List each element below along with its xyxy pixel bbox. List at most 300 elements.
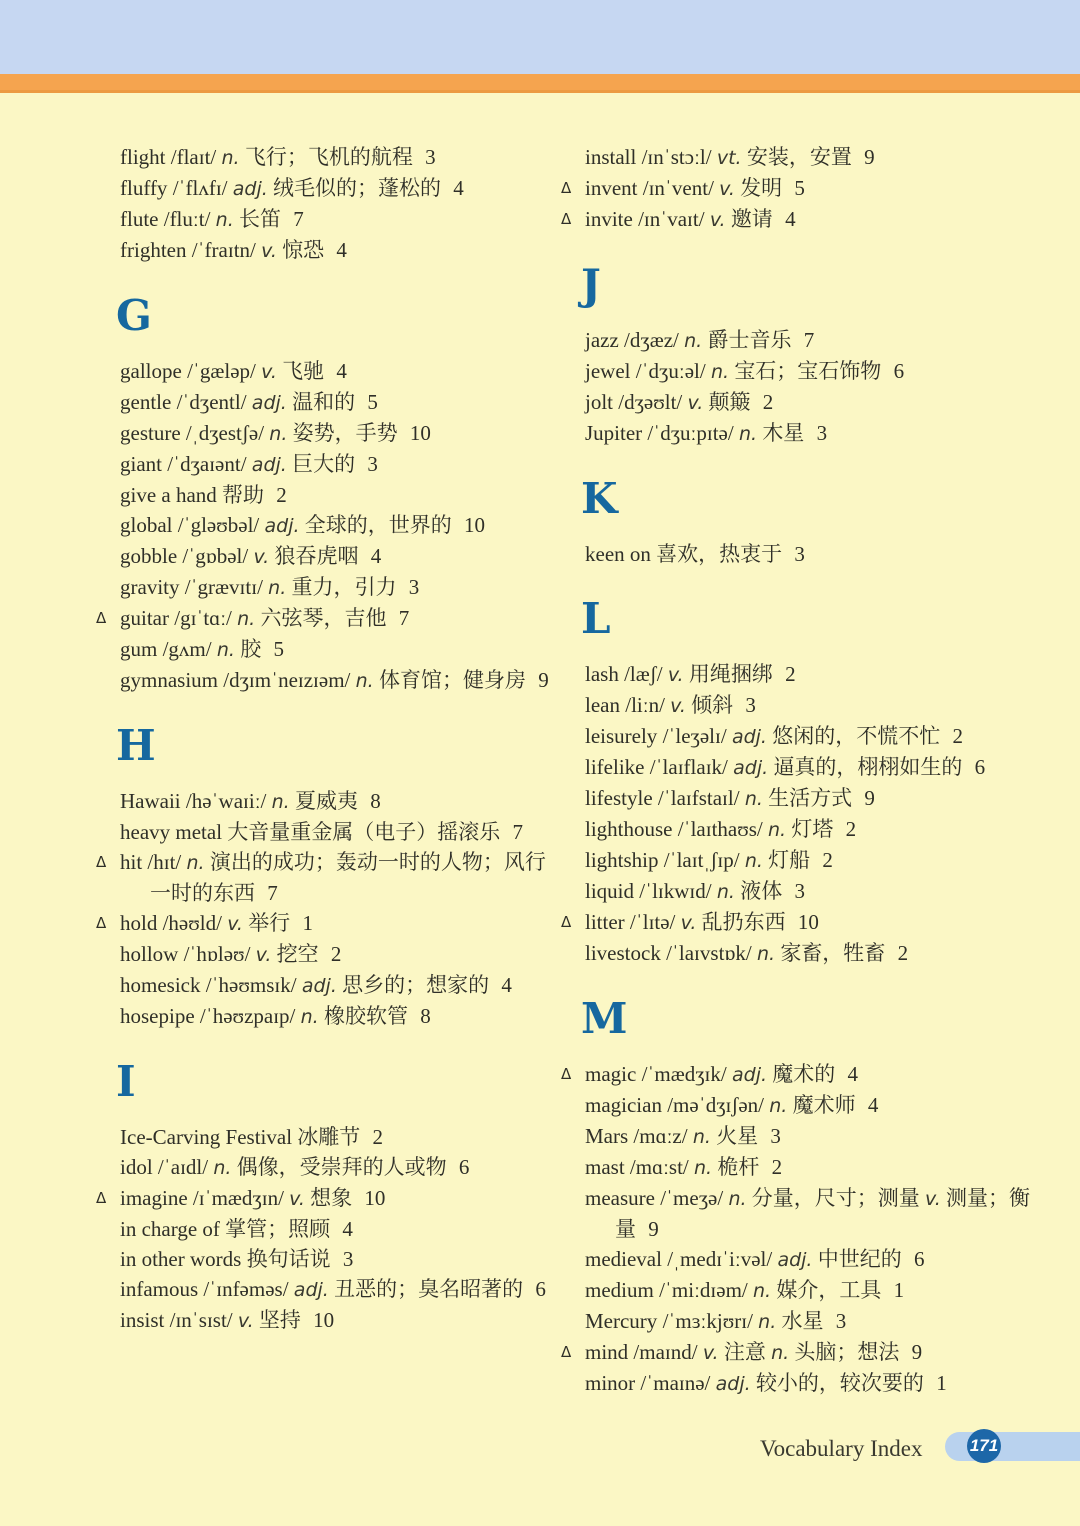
- entry-ph: /ˈmiːdɪəm/: [659, 1278, 748, 1302]
- entry-w: liquid: [585, 879, 635, 903]
- entry-pos: v.: [255, 944, 272, 966]
- vocab-entry: [585, 539, 1037, 569]
- entry-num: 6: [974, 755, 986, 779]
- entry-pos: n.: [300, 1006, 319, 1028]
- entry-pos: v.: [680, 912, 697, 934]
- entry-ph: /ɪnˈvent/: [642, 176, 714, 200]
- entry-w: gentle: [120, 390, 172, 414]
- entry-pos: v.: [261, 361, 277, 383]
- vocab-entry: [561, 1337, 1037, 1368]
- entry-num: 4: [336, 359, 347, 383]
- vocab-entry: [120, 634, 560, 665]
- vocab-entry: [96, 1183, 560, 1214]
- entry-num: 2: [952, 724, 963, 748]
- entry-pos: v.: [687, 392, 704, 414]
- entry-ph: /ˈflʌfɪ/: [172, 176, 228, 200]
- entry-num: 3: [342, 1247, 354, 1271]
- entry-w: Jupiter: [585, 421, 643, 445]
- entry-num: 8: [370, 789, 381, 813]
- entry-num: 7: [512, 820, 524, 844]
- entry-cn: 逼真的，栩栩如生的: [773, 755, 963, 779]
- entry-w: fluffy: [120, 176, 168, 200]
- vocab-entry: [120, 449, 560, 480]
- entry-pos: adj.: [293, 1279, 329, 1301]
- entry-ph: /flaɪt/: [170, 145, 217, 169]
- entry-num: 2: [372, 1125, 384, 1149]
- entry-cn: 温和的: [292, 390, 356, 414]
- entry-cn: 帮助: [222, 483, 265, 507]
- entry-pos: n.: [268, 577, 287, 599]
- vocab-entry: [585, 876, 1037, 907]
- entry-w: giant: [120, 452, 162, 476]
- entry-w: gymnasium: [120, 668, 218, 692]
- entry-cn: 注意: [723, 1340, 766, 1364]
- entry-num: 4: [370, 544, 382, 568]
- entry-pos: adj.: [232, 178, 268, 200]
- entry-cn: 颠簸: [708, 390, 751, 414]
- entry-ph: /ɪˈmædʒɪn/: [192, 1186, 284, 1210]
- entry-cn: 发明: [740, 176, 783, 200]
- entry-w: infamous: [120, 1277, 199, 1301]
- entry-pos: n.: [738, 423, 758, 445]
- entry-w: livestock: [585, 941, 661, 965]
- entry-ph: /ˈleʒəlɪ/: [662, 724, 727, 748]
- entry-cn: 生活方式: [768, 786, 853, 810]
- entry-num: 5: [794, 176, 805, 200]
- vocab-entry: [585, 1306, 1037, 1337]
- entry-num: 2: [897, 941, 909, 965]
- section-letter-K: K: [581, 474, 619, 523]
- entry-cn: 桅杆: [717, 1155, 760, 1179]
- entry-pos: v.: [253, 546, 270, 568]
- entry-w: keen on: [585, 542, 651, 566]
- entry-w: gallope: [120, 359, 182, 383]
- vocab-entry: [120, 1274, 560, 1305]
- entry-w: invite: [585, 207, 633, 231]
- entry-w: mast: [585, 1155, 625, 1179]
- entry-cn: 狼吞虎咽: [274, 544, 359, 568]
- entry-pos: n.: [215, 209, 234, 231]
- entry-w: flight: [120, 145, 166, 169]
- entry-w: jewel: [585, 359, 631, 383]
- vocab-entry: [120, 817, 560, 847]
- delta-marker: Δ: [96, 1189, 107, 1207]
- entry-w: flute: [120, 207, 159, 231]
- vocab-entry: [585, 1090, 1037, 1121]
- entry-w: insist: [120, 1308, 165, 1332]
- entry-ph: /mɑːz/: [633, 1124, 688, 1148]
- entry-pos: adj.: [715, 1373, 751, 1395]
- vocab-entry: [585, 1244, 1037, 1275]
- entry-ph: /ˈlaɪtˌʃɪp/: [663, 848, 740, 872]
- vocab-entry: [585, 752, 1037, 783]
- entry-num: 2: [762, 390, 774, 414]
- entry-ph: /ɪnˈstɔːl/: [641, 145, 712, 169]
- entry-cn: 家畜，牲畜: [780, 941, 886, 965]
- entry-num: 3: [408, 575, 420, 599]
- vocab-entry: [585, 356, 1037, 387]
- entry-w: in other words: [120, 1247, 242, 1271]
- entry-num: 2: [330, 942, 342, 966]
- vocab-entry: [585, 659, 1037, 690]
- entry-w: lifelike: [585, 755, 645, 779]
- entry-num: 7: [293, 207, 304, 231]
- delta-marker: Δ: [561, 913, 572, 931]
- vocab-entry: [120, 970, 560, 1001]
- entry-pos: v.: [709, 209, 726, 231]
- entry-cn: 安装，安置: [746, 145, 852, 169]
- entry-pos: n.: [692, 1126, 711, 1148]
- entry-num: 9: [864, 145, 875, 169]
- vocab-entry: [585, 783, 1037, 814]
- entry-w: lifestyle: [585, 786, 653, 810]
- entry-cn: 坚持: [258, 1308, 301, 1332]
- entry-w: medieval: [585, 1247, 662, 1271]
- vocab-entry: [561, 1059, 1037, 1090]
- entry-w: lighthouse: [585, 817, 673, 841]
- entry-num: 7: [267, 881, 278, 905]
- entry-cn: 惊恐: [282, 238, 325, 262]
- entry-num: 6: [458, 1155, 470, 1179]
- entry-cn: 姿势，手势: [292, 421, 398, 445]
- entry-num: 2: [845, 817, 857, 841]
- entry-cn: 魔术师: [792, 1093, 856, 1117]
- entry-cn: 中世纪的: [817, 1247, 902, 1271]
- entry-num: 8: [420, 1004, 431, 1028]
- entry-w: give a hand: [120, 483, 217, 507]
- entry-w: jolt: [585, 390, 614, 414]
- section-letter-H: H: [116, 721, 157, 770]
- page-number-pill: [945, 1432, 1080, 1461]
- entry-cn: 分量，尺寸；测量: [751, 1186, 920, 1210]
- entry-ph: /ˈmeʒə/: [660, 1186, 724, 1210]
- vocab-entry: [120, 387, 560, 418]
- entry-pos: n.: [758, 1311, 777, 1333]
- entry-cn: 偶像，受崇拜的人或物: [236, 1155, 447, 1179]
- entry-w: invent: [585, 176, 638, 200]
- delta-marker: Δ: [561, 179, 572, 197]
- entry-cn: 飞驰: [282, 359, 325, 383]
- entry-num: 3: [794, 542, 805, 566]
- entry-w: Ice-Carving Festival: [120, 1125, 293, 1149]
- entry-w: litter: [585, 910, 625, 934]
- entry-pos: vt.: [716, 147, 742, 169]
- entry-pos: adj.: [251, 392, 287, 414]
- entry-num: 7: [398, 606, 410, 630]
- vocab-entry: [96, 908, 560, 939]
- entry-pos: n.: [716, 881, 735, 903]
- entry-w: jazz: [585, 328, 619, 352]
- entry-w: homesick: [120, 973, 201, 997]
- entry-num: 3: [367, 452, 378, 476]
- entry-ph: /ˈlaɪflaɪk/: [649, 755, 728, 779]
- vocab-entry: [120, 665, 560, 696]
- vocab-entry: [585, 142, 1037, 173]
- section-letter-J: J: [581, 260, 602, 309]
- entry-pos: n.: [216, 639, 235, 661]
- entry-ph: /ˈlaɪthaʊs/: [677, 817, 763, 841]
- entry-num: 6: [535, 1277, 546, 1301]
- entry-cn: 换句话说: [246, 1247, 331, 1271]
- entry-pos: v.: [719, 178, 735, 200]
- entry-pos: n.: [769, 1095, 788, 1117]
- entry-w: idol: [120, 1155, 153, 1179]
- entry-cn: 悠闲的，不慌不忙: [772, 724, 941, 748]
- entry-ph: /həˈwaɪiː/: [185, 789, 267, 813]
- entry-w: Mars: [585, 1124, 629, 1148]
- entry-cn: 体育馆；健身房: [378, 668, 526, 692]
- entry-pos: n.: [768, 819, 787, 841]
- entry-pos: n.: [221, 147, 240, 169]
- entry-w: frighten: [120, 238, 187, 262]
- vocab-entry: [120, 480, 560, 510]
- entry-ph: /dʒəʊlt/: [618, 390, 683, 414]
- entry-ph: /ˈdʒuːpɪtə/: [647, 421, 734, 445]
- entry-pos: n.: [237, 608, 256, 630]
- entry-num: 4: [501, 973, 512, 997]
- entry-ph: /ˈdʒaɪənt/: [167, 452, 247, 476]
- entry-ph: /ˈmædʒɪk/: [641, 1062, 727, 1086]
- entry-pos: v.: [667, 664, 684, 686]
- entry-w: install: [585, 145, 637, 169]
- entry-num: 2: [822, 848, 833, 872]
- vocab-entry: [585, 690, 1037, 721]
- vocab-entry: [120, 1244, 560, 1274]
- vocab-entry: [585, 845, 1037, 876]
- entry-num: 3: [835, 1309, 847, 1333]
- entry-cn: 重力，引力: [291, 575, 397, 599]
- entry-num: 4: [342, 1217, 353, 1241]
- entry-ph: /ˈdʒentl/: [176, 390, 247, 414]
- entry-pos: n.: [744, 788, 763, 810]
- vocab-entry: [585, 1368, 1037, 1399]
- entry-num: 1: [936, 1371, 947, 1395]
- entry-ph: /ˈdʒuːəl/: [635, 359, 706, 383]
- delta-marker: Δ: [96, 914, 107, 932]
- entry-num: 4: [336, 238, 347, 262]
- entry-pos: adj.: [777, 1249, 813, 1271]
- delta-marker: Δ: [96, 853, 107, 871]
- entry-ph: /læʃ/: [624, 662, 663, 686]
- vocab-entry: [585, 1275, 1037, 1306]
- entry-num: 3: [794, 879, 805, 903]
- entry-w: guitar: [120, 606, 169, 630]
- entry-num: 3: [816, 421, 828, 445]
- vocab-entry: [120, 235, 560, 266]
- entry-pos: n.: [710, 361, 730, 383]
- accent-stripe: [0, 74, 1080, 93]
- entry-cn: 火星: [716, 1124, 759, 1148]
- vocab-entry: [585, 387, 1037, 418]
- entry-cn: 测量；衡量: [615, 1186, 1031, 1241]
- entry-ph: /ˈlaɪfstaɪl/: [657, 786, 740, 810]
- entry-cn: 邀请: [730, 207, 773, 231]
- delta-marker: Δ: [96, 609, 107, 627]
- entry-cn: 胶: [240, 637, 262, 661]
- entry-w: lightship: [585, 848, 659, 872]
- entry-cn: 举行: [248, 911, 291, 935]
- entry-pos: n.: [752, 1280, 772, 1302]
- entry-num: 3: [770, 1124, 781, 1148]
- entry-cn: 较小的，较次要的: [755, 1371, 924, 1395]
- entry-num: 6: [893, 359, 905, 383]
- entry-cn: 头脑；想法: [794, 1340, 900, 1364]
- entry-pos: n.: [694, 1157, 713, 1179]
- entry-w: hosepipe: [120, 1004, 195, 1028]
- entry-w: hit: [120, 850, 143, 874]
- vocab-entry: [120, 786, 560, 817]
- entry-cn: 冰雕节: [297, 1125, 361, 1149]
- entry-cn: 大音量重金属（电子）摇滚乐: [227, 820, 501, 844]
- entry-w: Mercury: [585, 1309, 658, 1333]
- vocab-entry: [585, 418, 1037, 449]
- entry-cn: 爵士音乐: [707, 328, 792, 352]
- entry-num: 5: [273, 637, 284, 661]
- entry-num: 9: [648, 1217, 659, 1241]
- entry-ph: /ˌmedɪˈiːvəl/: [667, 1247, 773, 1271]
- entry-ph: /ˈaɪdl/: [157, 1155, 209, 1179]
- entry-pos: adj.: [731, 1064, 768, 1086]
- vocab-entry: [585, 938, 1037, 969]
- entry-pos: n.: [186, 852, 205, 874]
- entry-num: 1: [302, 911, 313, 935]
- entry-pos: v.: [237, 1310, 254, 1332]
- entry-cn: 魔术的: [772, 1062, 836, 1086]
- entry-ph: /liːn/: [625, 693, 665, 717]
- entry-ph: /ˈlɪtə/: [629, 910, 676, 934]
- entry-ph: /ˈhɒləʊ/: [183, 942, 251, 966]
- entry-ph: /maɪnd/: [633, 1340, 698, 1364]
- page-number: 171: [967, 1429, 1001, 1463]
- vocab-entry: [120, 1305, 560, 1336]
- vocab-entry: [120, 510, 560, 541]
- entry-cn: 用绳捆绑: [688, 662, 773, 686]
- entry-ph: /ˈfraɪtn/: [191, 238, 256, 262]
- entry-ph: /fluːt/: [163, 207, 211, 231]
- delta-marker: Δ: [561, 210, 572, 228]
- entry-w: global: [120, 513, 173, 537]
- entry-pos: adj.: [731, 726, 767, 748]
- entry-ph: /ˈgɒbəl/: [182, 544, 249, 568]
- section-letter-L: L: [581, 594, 612, 643]
- entry-num: 2: [276, 483, 287, 507]
- entry-num: 4: [453, 176, 464, 200]
- section-letter-G: G: [116, 291, 153, 340]
- entry-cn: 挖空: [276, 942, 319, 966]
- header-bar: [0, 0, 1080, 74]
- vocab-entry: [585, 814, 1037, 845]
- vocab-entry: [96, 603, 560, 634]
- entry-pos: n.: [355, 670, 374, 692]
- entry-pos: n.: [744, 850, 763, 872]
- entry-cn: 全球的，世界的: [304, 513, 452, 537]
- vocab-entry: [585, 1121, 1037, 1152]
- entry-ph: /ˈhəʊmsɪk/: [205, 973, 297, 997]
- vocab-entry: [585, 1183, 1037, 1244]
- vocab-entry: [120, 572, 560, 603]
- entry-ph: /ˈmɜːkjʊrɪ/: [662, 1309, 753, 1333]
- vocab-entry: [120, 939, 560, 970]
- entry-num: 10: [364, 1186, 386, 1210]
- entry-cn: 演出的成功；轰动一时的人物；风行一时的东西: [150, 850, 546, 905]
- vocab-entry: [120, 204, 560, 235]
- entry-ph: /ˈgrævɪtɪ/: [184, 575, 263, 599]
- vocab-entry: [585, 1152, 1037, 1183]
- entry-w: mind: [585, 1340, 629, 1364]
- vocab-entry: [120, 1001, 560, 1032]
- vocab-entry: [561, 173, 1037, 204]
- entry-num: 10: [797, 910, 819, 934]
- vocab-column-left: [96, 93, 560, 1336]
- entry-ph: /gʌm/: [162, 637, 212, 661]
- entry-num: 6: [913, 1247, 925, 1271]
- entry-pos: adj.: [301, 975, 337, 997]
- entry-w: gesture: [120, 421, 181, 445]
- entry-ph: /mɑːst/: [629, 1155, 689, 1179]
- vocab-entry: [120, 173, 560, 204]
- entry-num: 3: [425, 145, 436, 169]
- entry-ph: /ˌdʒestʃə/: [185, 421, 265, 445]
- entry-pos: n.: [771, 1342, 790, 1364]
- entry-cn: 巨大的: [292, 452, 356, 476]
- vocab-entry: [120, 418, 560, 449]
- entry-w: minor: [585, 1371, 636, 1395]
- entry-cn: 液体: [740, 879, 783, 903]
- vocab-entry: [561, 204, 1037, 235]
- vocab-entry: [120, 1152, 560, 1183]
- entry-cn: 掌管；照顾: [225, 1217, 331, 1241]
- entry-w: hold: [120, 911, 158, 935]
- entry-num: 4: [785, 207, 796, 231]
- entry-ph: /hɪt/: [147, 850, 182, 874]
- entry-pos: v.: [289, 1188, 305, 1210]
- delta-marker: Δ: [561, 1065, 572, 1083]
- entry-num: 9: [911, 1340, 923, 1364]
- entry-w: in charge of: [120, 1217, 220, 1241]
- entry-w: gravity: [120, 575, 180, 599]
- entry-cn: 绒毛似的；蓬松的: [273, 176, 442, 200]
- entry-pos: v.: [261, 240, 277, 262]
- entry-pos: n.: [684, 330, 703, 352]
- vocab-entry: [120, 541, 560, 572]
- entry-w: magician: [585, 1093, 662, 1117]
- entry-num: 4: [847, 1062, 859, 1086]
- entry-cn: 飞行；飞机的航程: [244, 145, 413, 169]
- entry-pos: v.: [702, 1342, 719, 1364]
- entry-pos: n.: [728, 1188, 747, 1210]
- entry-ph: /həʊld/: [162, 911, 222, 935]
- entry-w: magic: [585, 1062, 637, 1086]
- entry-ph: /ˈlɪkwɪd/: [639, 879, 712, 903]
- entry-ph: /ˈgləʊbəl/: [177, 513, 260, 537]
- entry-pos: adj.: [251, 454, 287, 476]
- entry-num: 3: [745, 693, 756, 717]
- entry-cn: 水星: [781, 1309, 824, 1333]
- entry-cn: 乱扔东西: [701, 910, 786, 934]
- entry-w: gobble: [120, 544, 178, 568]
- entry-cn: 木星: [762, 421, 805, 445]
- entry-cn: 夏威夷: [294, 789, 358, 813]
- entry-cn: 六弦琴，吉他: [260, 606, 387, 630]
- entry-cn: 倾斜: [691, 693, 734, 717]
- entry-ph: /ˈɪnfəməs/: [203, 1277, 289, 1301]
- entry-w: Hawaii: [120, 789, 181, 813]
- entry-ph: /ˈgæləp/: [187, 359, 256, 383]
- entry-cn: 喜欢，热衷于: [656, 542, 783, 566]
- entry-w: leisurely: [585, 724, 658, 748]
- entry-pos: n.: [271, 791, 290, 813]
- entry-num: 2: [785, 662, 796, 686]
